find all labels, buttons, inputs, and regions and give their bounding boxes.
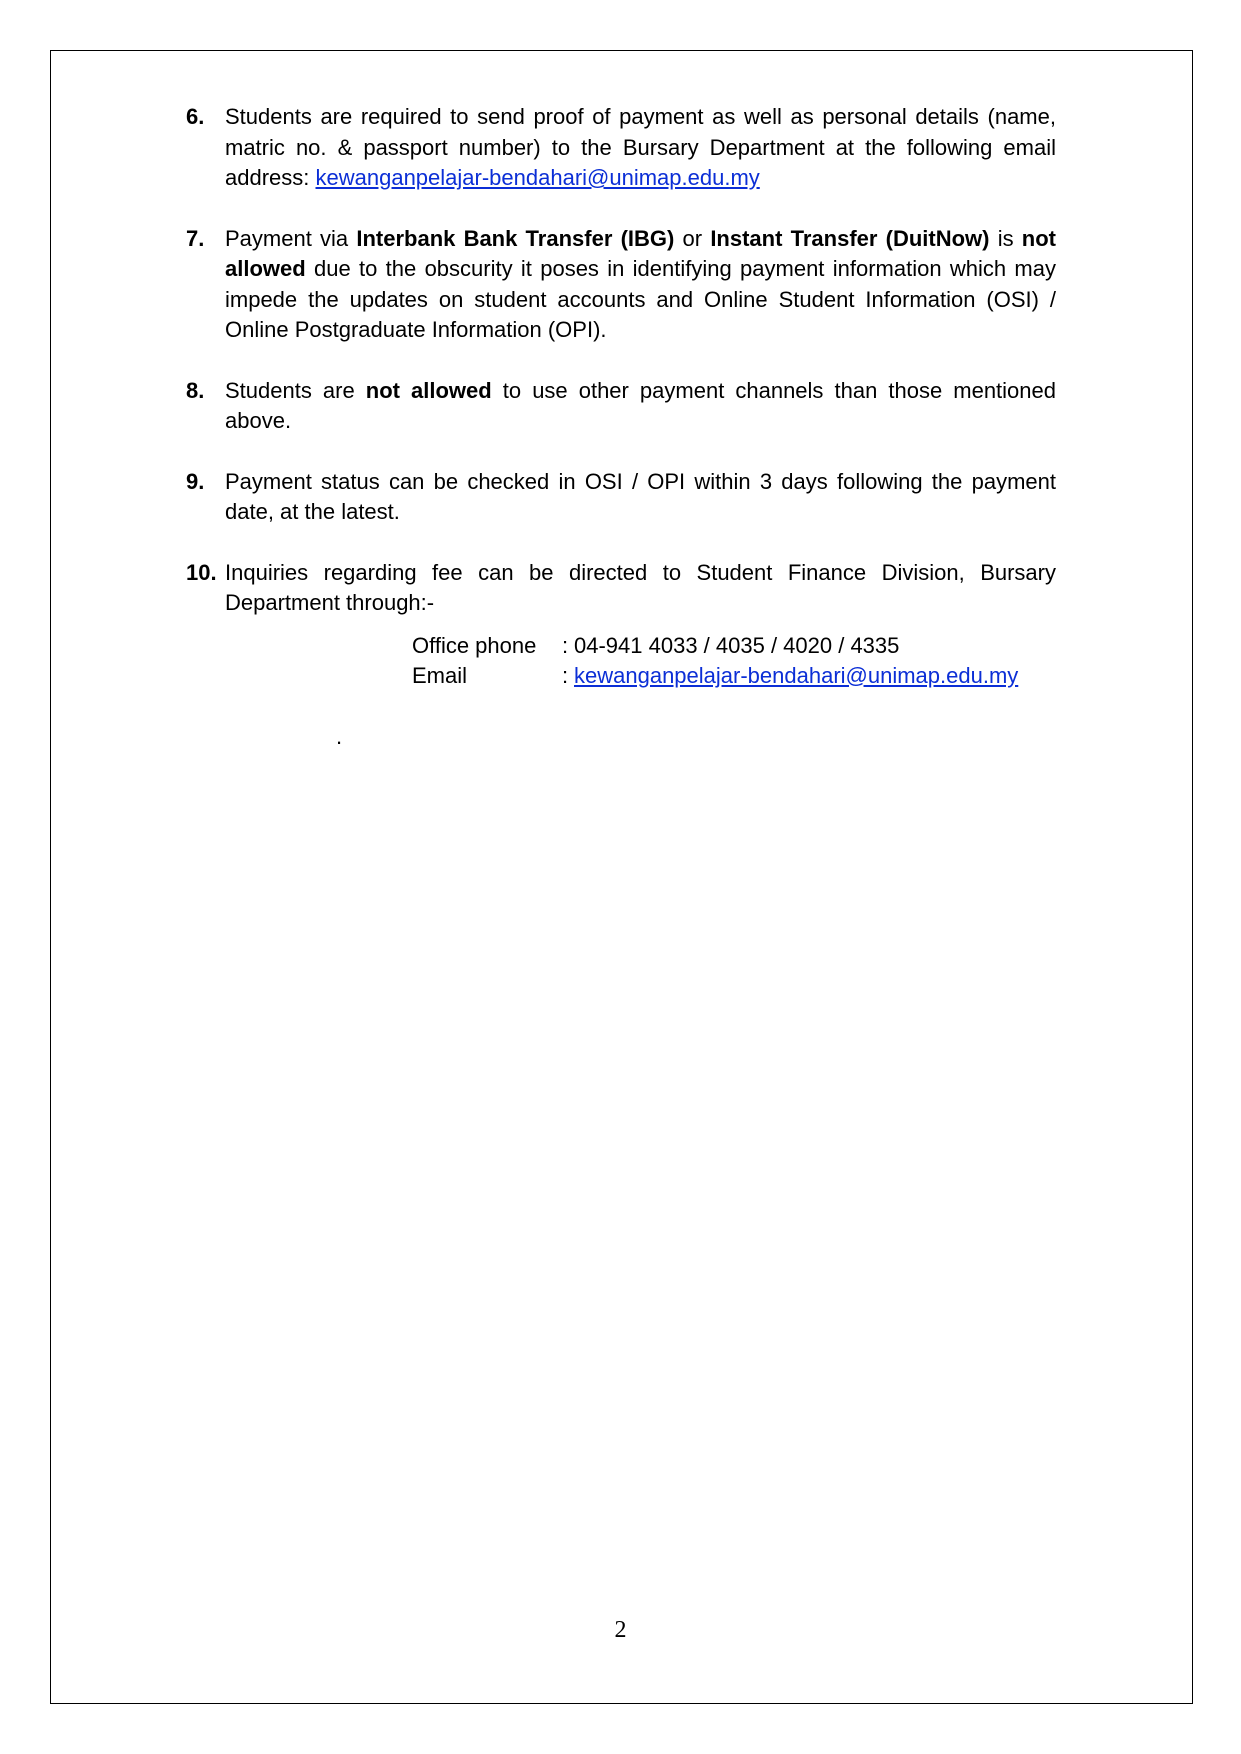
phone-label: Office phone [412,632,537,658]
list-item-8 [186,376,1056,437]
email-separator: : [562,662,569,688]
contact-email-row [412,661,1052,691]
email-label: Email [412,662,468,688]
text-segment: is [989,225,1022,251]
item-number: 9. [186,468,205,494]
contact-block [412,631,1052,691]
item-text: Inquiries regarding fee can be directed to Student Finance Division, Bursary Department through:- [225,559,1056,615]
item-text [225,102,1056,194]
bold-duitnow: Instant Transfer (DuitNow) [710,225,990,251]
bold-ibg: Interbank Bank Transfer (IBG) [356,225,675,251]
document-body [186,102,1056,691]
email-link[interactable]: kewanganpelajar-bendahari@unimap.edu.my [315,165,760,190]
text-segment: Payment via [225,225,357,251]
bold-not-allowed: not allowed [225,225,1056,281]
text-segment: to use other payment channels than those mentioned above. [225,377,1056,433]
list-item-6 [186,102,1056,194]
page-number: 2 [614,1617,627,1643]
bold-not-allowed: not allowed [365,377,492,403]
text-segment: due to the obscurity it poses in identifying payment information which may impede the updates on student accounts and Online Student Information (OSI) / Online Postgraduate Information (OPI). [225,256,1056,342]
phone-separator: : [562,632,569,658]
item-text [225,224,1056,346]
phone-value: 04-941 4033 / 4035 / 4020 / 4335 [574,632,900,658]
contact-email-link[interactable]: kewanganpelajar-bendahari@unimap.edu.my [574,662,1019,688]
item-number: 7. [186,225,205,251]
item-number: 10. [186,559,217,585]
text-segment: Students are [225,377,366,403]
contact-phone-row [412,631,1052,661]
item-text: Payment status can be checked in OSI / OPI within 3 days following the payment date, at the latest. [225,468,1056,524]
text-segment: or [674,225,711,251]
item-text [225,376,1056,437]
list-item-7 [186,224,1056,346]
list-item-10 [186,558,1056,619]
list-item-9 [186,467,1056,528]
item-number: 8. [186,377,205,403]
item-6-text: Students are required to send proof of payment as well as personal details (name, matric no. & passport number) to the Bursary Department at the following email address: [225,104,1056,190]
stray-dot: . [336,724,343,749]
item-number: 6. [186,104,205,129]
